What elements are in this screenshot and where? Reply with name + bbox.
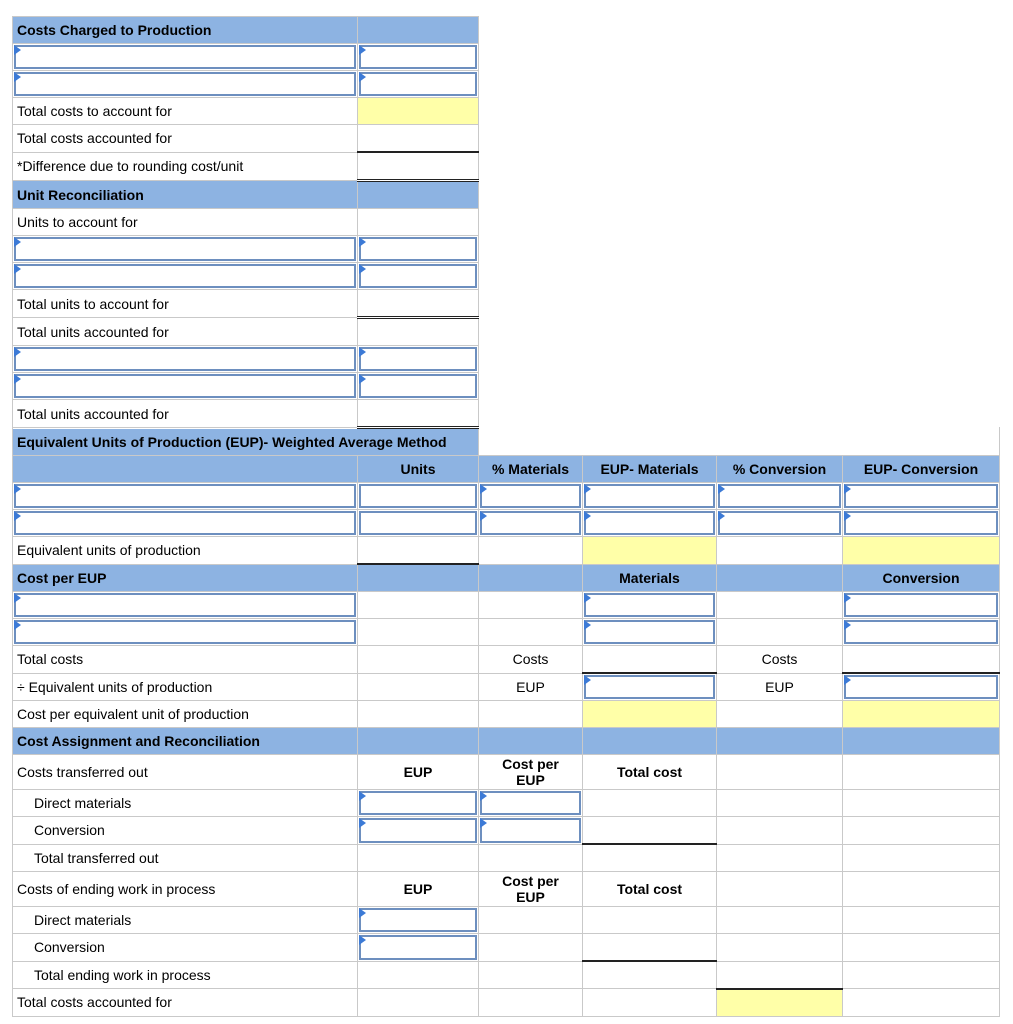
section-cost-per-eup: Cost per EUP (13, 564, 358, 592)
eup-conversion-input-2[interactable] (844, 511, 998, 535)
eup-pct-conversion-input-2[interactable] (718, 511, 841, 535)
eup-header-eup-materials: EUP- Materials (583, 456, 717, 483)
eup-materials-input-1[interactable] (584, 484, 715, 508)
divide-eup-conversion-input[interactable] (844, 675, 998, 699)
transferred-direct-materials-label: Direct materials (13, 790, 358, 817)
cost-value-input-2[interactable] (359, 72, 477, 96)
cost-header-conversion: Conversion (843, 564, 1000, 592)
ending-total-cost-header: Total cost (583, 872, 717, 907)
section-unit-reconciliation: Unit Reconciliation (13, 181, 358, 209)
ending-cost-per-eup-header: Cost per EUP (479, 872, 583, 907)
eup-label-conversion: EUP (717, 673, 843, 701)
eup-header-units: Units (358, 456, 479, 483)
costs-transferred-out-label: Costs transferred out (13, 755, 358, 790)
ending-direct-materials-label: Direct materials (13, 907, 358, 934)
unit-value-input-1[interactable] (359, 237, 477, 261)
total-units-accounted-label-2: Total units accounted for (13, 400, 358, 428)
units-to-account-label: Units to account for (13, 209, 358, 236)
cost-per-equiv-unit-materials-cell (583, 701, 717, 728)
divide-eup-materials-input[interactable] (584, 675, 715, 699)
accounted-unit-value-input-2[interactable] (359, 374, 477, 398)
eup-pct-materials-input-2[interactable] (480, 511, 581, 535)
cost-per-eup-materials-input-2[interactable] (584, 620, 715, 644)
transferred-eup-header: EUP (358, 755, 479, 790)
equivalent-units-conversion-cell (843, 537, 1000, 565)
ending-conversion-label: Conversion (13, 934, 358, 962)
total-costs-accounted-cell (358, 125, 479, 153)
unit-label-input-2[interactable] (14, 264, 356, 288)
total-ending-wip-label: Total ending work in process (13, 961, 358, 989)
cost-label-input-1[interactable] (14, 45, 356, 69)
cost-per-eup-label-input-1[interactable] (14, 593, 356, 617)
difference-rounding-label: *Difference due to rounding cost/unit (13, 152, 358, 181)
eup-label-materials: EUP (479, 673, 583, 701)
total-costs-conversion-cell (843, 646, 1000, 674)
costs-label-conversion: Costs (717, 646, 843, 674)
transferred-conv-cost-per-eup-input[interactable] (480, 818, 581, 843)
equivalent-units-materials-cell (583, 537, 717, 565)
cost-per-equiv-unit-label: Cost per equivalent unit of production (13, 701, 358, 728)
final-total-costs-accounted-cell (717, 989, 843, 1017)
difference-rounding-cell (358, 152, 479, 181)
ending-dm-eup-input[interactable] (359, 908, 477, 932)
transferred-total-cost-header: Total cost (583, 755, 717, 790)
accounted-unit-label-input-1[interactable] (14, 347, 356, 371)
ending-conv-eup-input[interactable] (359, 935, 477, 960)
eup-materials-input-2[interactable] (584, 511, 715, 535)
cost-per-equiv-unit-conversion-cell (843, 701, 1000, 728)
total-units-to-account-label: Total units to account for (13, 290, 358, 318)
total-costs-to-account-cell (358, 98, 479, 125)
eup-pct-conversion-input-1[interactable] (718, 484, 841, 508)
eup-header-eup-conversion: EUP- Conversion (843, 456, 1000, 483)
transferred-conv-eup-input[interactable] (359, 818, 477, 843)
eup-units-input-1[interactable] (359, 484, 477, 508)
transferred-dm-eup-input[interactable] (359, 791, 477, 815)
cost-value-input-1[interactable] (359, 45, 477, 69)
costs-label-materials: Costs (479, 646, 583, 674)
section-eup: Equivalent Units of Production (EUP)- Weighted Average Method (13, 428, 479, 456)
total-costs-label: Total costs (13, 646, 358, 674)
accounted-unit-label-input-2[interactable] (14, 374, 356, 398)
total-units-accounted-cell (358, 400, 479, 428)
total-units-accounted-label: Total units accounted for (13, 318, 358, 346)
final-total-costs-accounted-label: Total costs accounted for (13, 989, 358, 1017)
total-transferred-out-label: Total transferred out (13, 844, 358, 872)
section-cost-assignment: Cost Assignment and Reconciliation (13, 728, 358, 755)
cost-header-materials: Materials (583, 564, 717, 592)
unit-value-input-2[interactable] (359, 264, 477, 288)
eup-units-input-2[interactable] (359, 511, 477, 535)
equivalent-units-total-cell (358, 537, 479, 565)
cost-per-eup-conversion-input-2[interactable] (844, 620, 998, 644)
process-cost-worksheet (12, 16, 1000, 1017)
divide-eup-label: ÷ Equivalent units of production (13, 673, 358, 701)
costs-ending-wip-label: Costs of ending work in process (13, 872, 358, 907)
transferred-conversion-label: Conversion (13, 817, 358, 845)
cost-per-eup-materials-input-1[interactable] (584, 593, 715, 617)
total-units-to-account-cell (358, 290, 479, 318)
cost-per-eup-label-input-2[interactable] (14, 620, 356, 644)
eup-label-input-2[interactable] (14, 511, 356, 535)
total-costs-accounted-label: Total costs accounted for (13, 125, 358, 153)
transferred-dm-cost-per-eup-input[interactable] (480, 791, 581, 815)
cost-label-input-2[interactable] (14, 72, 356, 96)
eup-conversion-input-1[interactable] (844, 484, 998, 508)
eup-header-pct-materials: % Materials (479, 456, 583, 483)
equivalent-units-label: Equivalent units of production (13, 537, 358, 565)
eup-header-pct-conversion: % Conversion (717, 456, 843, 483)
eup-label-input-1[interactable] (14, 484, 356, 508)
ending-eup-header: EUP (358, 872, 479, 907)
accounted-unit-value-input-1[interactable] (359, 347, 477, 371)
eup-pct-materials-input-1[interactable] (480, 484, 581, 508)
transferred-cost-per-eup-header: Cost per EUP (479, 755, 583, 790)
total-costs-to-account-label: Total costs to account for (13, 98, 358, 125)
cost-per-eup-conversion-input-1[interactable] (844, 593, 998, 617)
section-costs-charged: Costs Charged to Production (13, 17, 358, 44)
unit-label-input-1[interactable] (14, 237, 356, 261)
total-costs-materials-cell (583, 646, 717, 674)
